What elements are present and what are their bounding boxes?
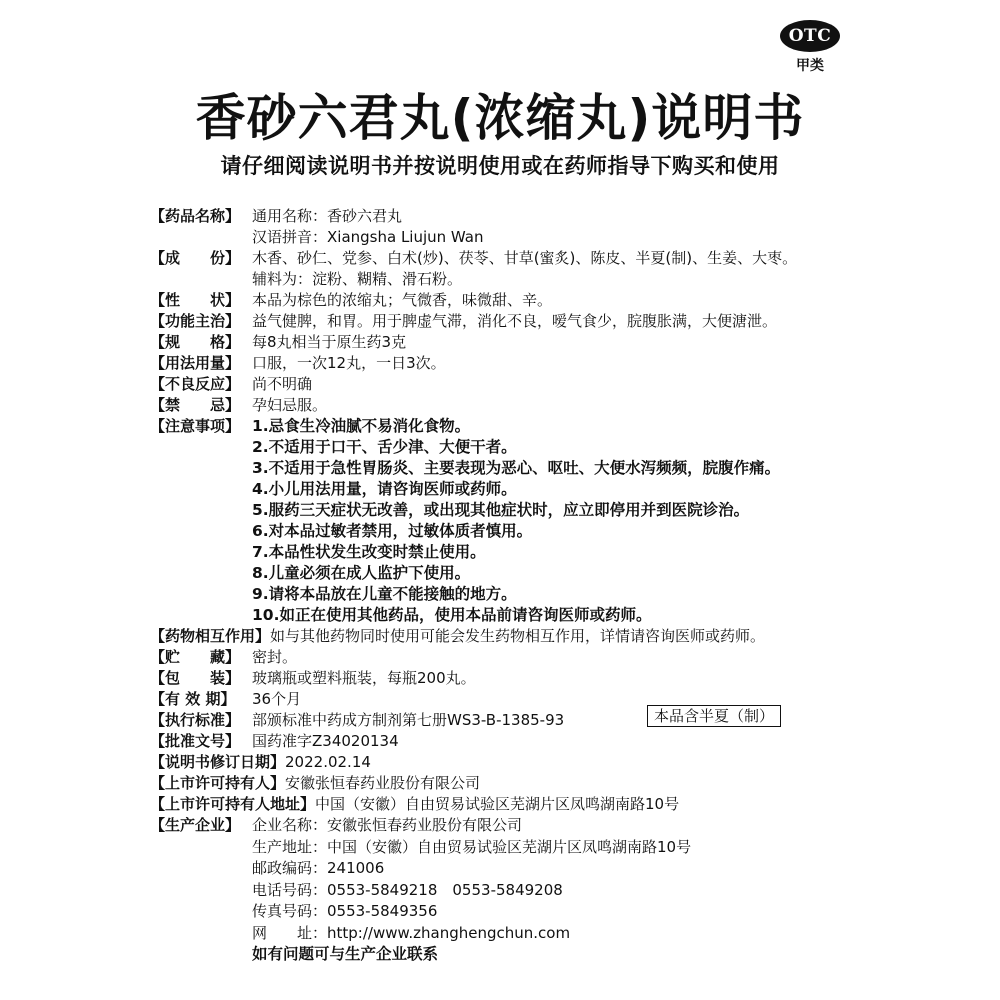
precaution-item: 5.服药三天症状无改善，或出现其他症状时，应立即停用并到医院诊治。 xyxy=(252,501,750,519)
section-label: 【说明书修订日期】 xyxy=(150,753,286,771)
section-label: 【贮 藏】 xyxy=(150,648,241,666)
section-label: 【成 份】 xyxy=(150,249,241,267)
section-value: 2022.02.14 xyxy=(285,753,371,771)
section-appearance xyxy=(150,290,990,311)
section-value: 密封。 xyxy=(252,648,298,666)
manufacturer-line: 邮政编码：241006 xyxy=(252,859,385,877)
section-value: 孕妇忌服。 xyxy=(252,396,328,414)
precaution-item: 2.不适用于口干、舌少津、大便干者。 xyxy=(252,438,517,456)
section-value: 安徽张恒春药业股份有限公司 xyxy=(285,774,481,792)
section-ingredients xyxy=(150,248,990,290)
section-label: 【药品名称】 xyxy=(150,207,241,225)
section-value: 玻璃瓶或塑料瓶装，每瓶200丸。 xyxy=(252,669,476,687)
section-label: 【上市许可持有人地址】 xyxy=(150,795,316,813)
section-label: 【批准文号】 xyxy=(150,732,241,750)
section-spec xyxy=(150,332,990,353)
contact-note: 如有问题可与生产企业联系 xyxy=(252,945,439,963)
section-value: 汉语拼音：Xiangsha Liujun Wan xyxy=(252,228,484,246)
precaution-item: 1.忌食生冷油腻不易消化食物。 xyxy=(252,417,471,435)
section-value: 中国（安徽）自由贸易试验区芜湖片区凤鸣湖南路10号 xyxy=(315,795,680,813)
section-label: 【用法用量】 xyxy=(150,354,241,372)
section-label: 【功能主治】 xyxy=(150,312,241,330)
precaution-item: 8.儿童必须在成人监护下使用。 xyxy=(252,564,471,582)
section-value: 益气健脾，和胃。用于脾虚气滞，消化不良，嗳气食少，脘腹胀满，大便溏泄。 xyxy=(252,312,778,330)
section-label: 【不良反应】 xyxy=(150,375,241,393)
section-label: 【禁 忌】 xyxy=(150,396,241,414)
section-storage xyxy=(150,647,990,668)
section-revision xyxy=(150,752,990,773)
precaution-item: 9.请将本品放在儿童不能接触的地方。 xyxy=(252,585,517,603)
section-value: 本品为棕色的浓缩丸；气微香，味微甜、辛。 xyxy=(252,291,553,309)
precaution-item: 7.本品性状发生改变时禁止使用。 xyxy=(252,543,486,561)
section-label: 【规 格】 xyxy=(150,333,241,351)
section-label: 【药物相互作用】 xyxy=(150,627,271,645)
section-label: 【有 效 期】 xyxy=(150,690,236,708)
section-dosage xyxy=(150,353,990,374)
section-label: 【性 状】 xyxy=(150,291,241,309)
section-label: 【上市许可持有人】 xyxy=(150,774,286,792)
ingredient-stamp: 本品含半夏（制） xyxy=(647,705,781,727)
leaflet-body xyxy=(150,206,990,966)
section-value: 36个月 xyxy=(252,690,302,708)
otc-badge: OTC xyxy=(780,20,840,52)
section-manufacturer xyxy=(150,815,990,966)
section-value: 通用名称：香砂六君丸 xyxy=(252,207,403,225)
section-approval xyxy=(150,731,990,752)
section-value: 每8丸相当于原生药3克 xyxy=(252,333,407,351)
section-value: 如与其他药物同时使用可能会发生药物相互作用，详情请咨询医师或药师。 xyxy=(270,627,766,645)
precaution-item: 4.小儿用法用量，请咨询医师或药师。 xyxy=(252,480,517,498)
manufacturer-line: 网 址：http://www.zhanghengchun.com xyxy=(252,923,571,942)
section-value: 部颁标准中药成方制剂第七册WS3-B-1385-93 xyxy=(252,711,565,729)
section-label: 【执行标准】 xyxy=(150,711,241,729)
section-value: 木香、砂仁、党参、白术(炒)、茯苓、甘草(蜜炙)、陈皮、半夏(制)、生姜、大枣。 xyxy=(252,249,798,267)
section-value: 辅料为：淀粉、糊精、滑石粉。 xyxy=(252,270,463,288)
manufacturer-line: 传真号码：0553-5849356 xyxy=(252,902,438,920)
page-subtitle: 请仔细阅读说明书并按说明使用或在药师指导下购买和使用 xyxy=(220,154,780,178)
section-standard xyxy=(150,710,990,731)
section-label: 【包 装】 xyxy=(150,669,241,687)
otc-class: 甲类 xyxy=(796,58,824,74)
section-precautions xyxy=(150,416,990,626)
section-package xyxy=(150,668,990,689)
precaution-item: 6.对本品过敏者禁用，过敏体质者慎用。 xyxy=(252,522,533,540)
manufacturer-line: 电话号码：0553-5849218 0553-5849208 xyxy=(252,880,563,899)
otc-mark xyxy=(778,20,842,75)
section-value: 国药准字Z34020134 xyxy=(252,732,399,750)
section-name xyxy=(150,206,990,248)
section-holder xyxy=(150,773,990,794)
section-label: 【注意事项】 xyxy=(150,417,241,435)
precaution-item: 10.如正在使用其他药品，使用本品前请咨询医师或药师。 xyxy=(252,606,652,624)
section-value: 口服，一次12丸，一日3次。 xyxy=(252,354,446,372)
section-holder-address xyxy=(150,794,990,815)
section-indications xyxy=(150,311,990,332)
section-interactions xyxy=(150,626,990,647)
section-contraindications xyxy=(150,395,990,416)
section-label: 【生产企业】 xyxy=(150,816,241,834)
manufacturer-line: 企业名称：安徽张恒春药业股份有限公司 xyxy=(252,816,523,834)
section-value: 尚不明确 xyxy=(252,375,313,393)
section-adverse xyxy=(150,374,990,395)
page-title: 香砂六君丸(浓缩丸)说明书 xyxy=(195,89,805,147)
precaution-item: 3.不适用于急性胃肠炎、主要表现为恶心、呕吐、大便水泻频频，脘腹作痛。 xyxy=(252,459,781,477)
manufacturer-line: 生产地址：中国（安徽）自由贸易试验区芜湖片区凤鸣湖南路10号 xyxy=(252,837,692,856)
section-validity xyxy=(150,689,990,710)
